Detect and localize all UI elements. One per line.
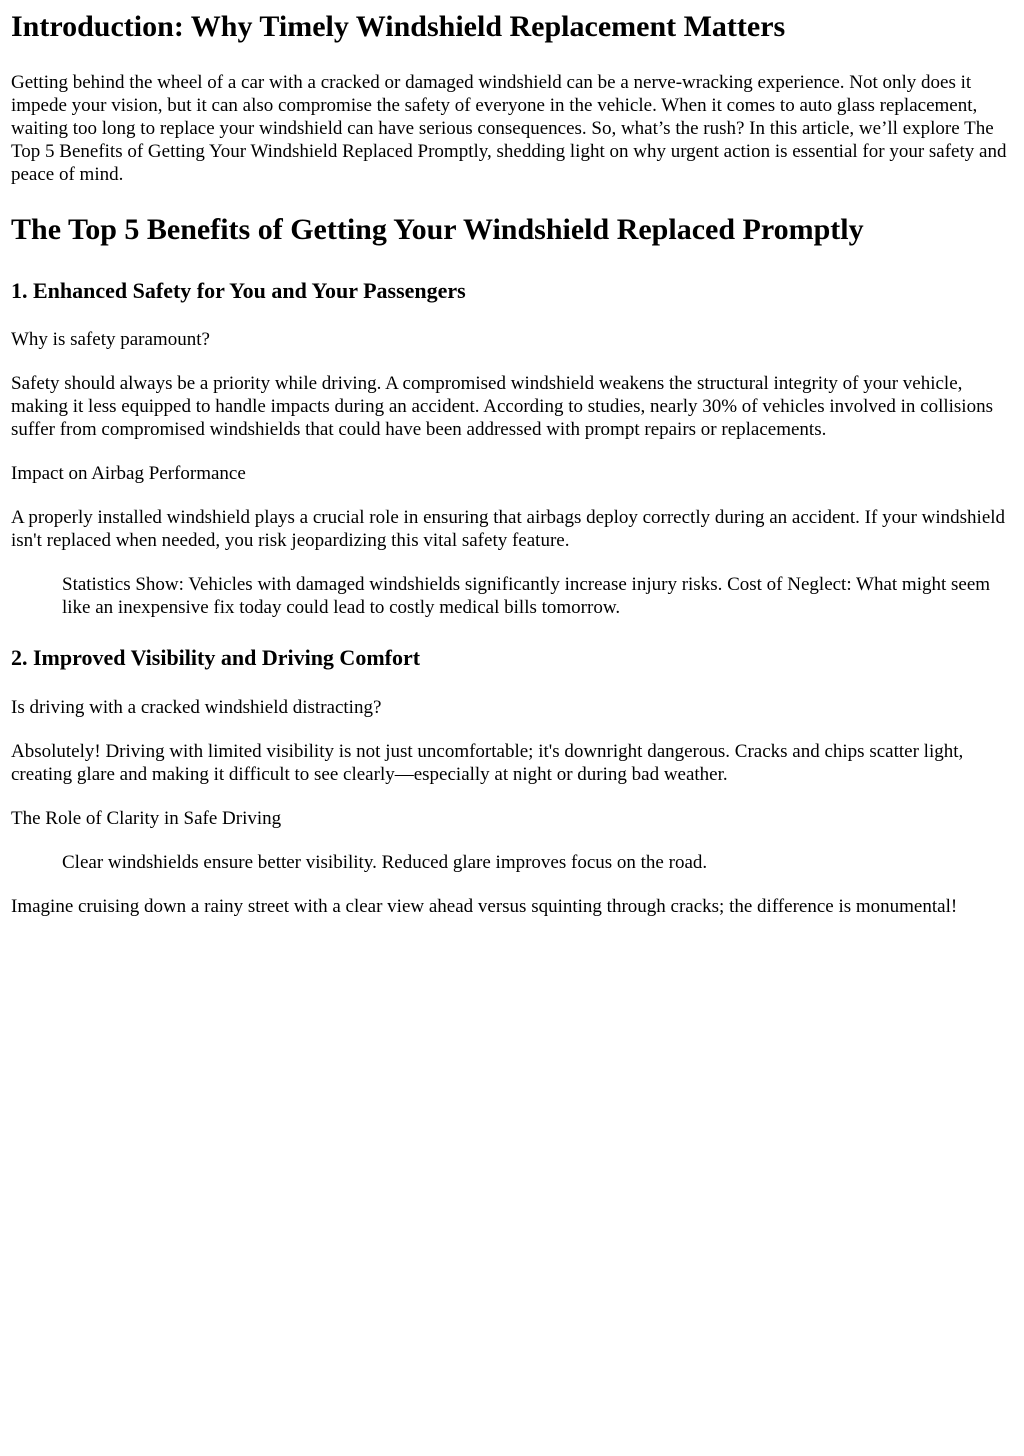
intro-paragraph: Getting behind the wheel of a car with a cracked or damaged windshield can be a nerve-wracking experience. Not only does it impede your vision, but it can also compromise the safety of everyone in the vehicle. When it comes to auto glass replacement, waiting too long to replace your windshield can have serious consequences. So, what’s the rush? In this article, we’ll explore The Top 5 Benefits of Getting Your Windshield Replaced Promptly, shedding light on why urgent action is essential for your safety and peace of mind. [11, 72, 1007, 185]
article [0, 10, 1024, 918]
section1-quote: Statistics Show: Vehicles with damaged windshields significantly increase injury risks. Cost of Neglect: What might seem like an inexpensive fix today could lead to costly medical bills tomorrow. [62, 574, 991, 618]
section2-subheading: The Role of Clarity in Safe Driving [11, 808, 282, 829]
section1-heading: 1. Enhanced Safety for You and Your Passengers [11, 278, 466, 303]
section2-heading: 2. Improved Visibility and Driving Comfort [11, 645, 421, 670]
benefits-heading: The Top 5 Benefits of Getting Your Windshield Replaced Promptly [11, 213, 864, 246]
section1-paragraph: Safety should always be a priority while driving. A compromised windshield weakens the structural integrity of your vehicle, making it less equipped to handle impacts during an accident. According to studies, nearly 30% of vehicles involved in collisions suffer from compromised windshields that could have been addressed with prompt repairs or replacements. [11, 373, 993, 440]
section2-question: Is driving with a cracked windshield distracting? [11, 697, 382, 718]
section1-question: Why is safety paramount? [11, 329, 210, 350]
section2-paragraph: Absolutely! Driving with limited visibility is not just uncomfortable; it's downright dangerous. Cracks and chips scatter light, creating glare and making it difficult to see clearly—especially at night or during bad weather. [11, 741, 964, 785]
section2-closing-paragraph: Imagine cruising down a rainy street with a clear view ahead versus squinting through cracks; the difference is monumental! [11, 896, 958, 917]
section1-subheading: Impact on Airbag Performance [11, 463, 246, 484]
section1-airbag-paragraph: A properly installed windshield plays a crucial role in ensuring that airbags deploy correctly during an accident. If your windshield isn't replaced when needed, you risk jeopardizing this vital safety feature. [11, 507, 1006, 551]
intro-heading: Introduction: Why Timely Windshield Replacement Matters [11, 10, 786, 43]
section2-quote: Clear windshields ensure better visibility. Reduced glare improves focus on the road. [62, 852, 708, 873]
